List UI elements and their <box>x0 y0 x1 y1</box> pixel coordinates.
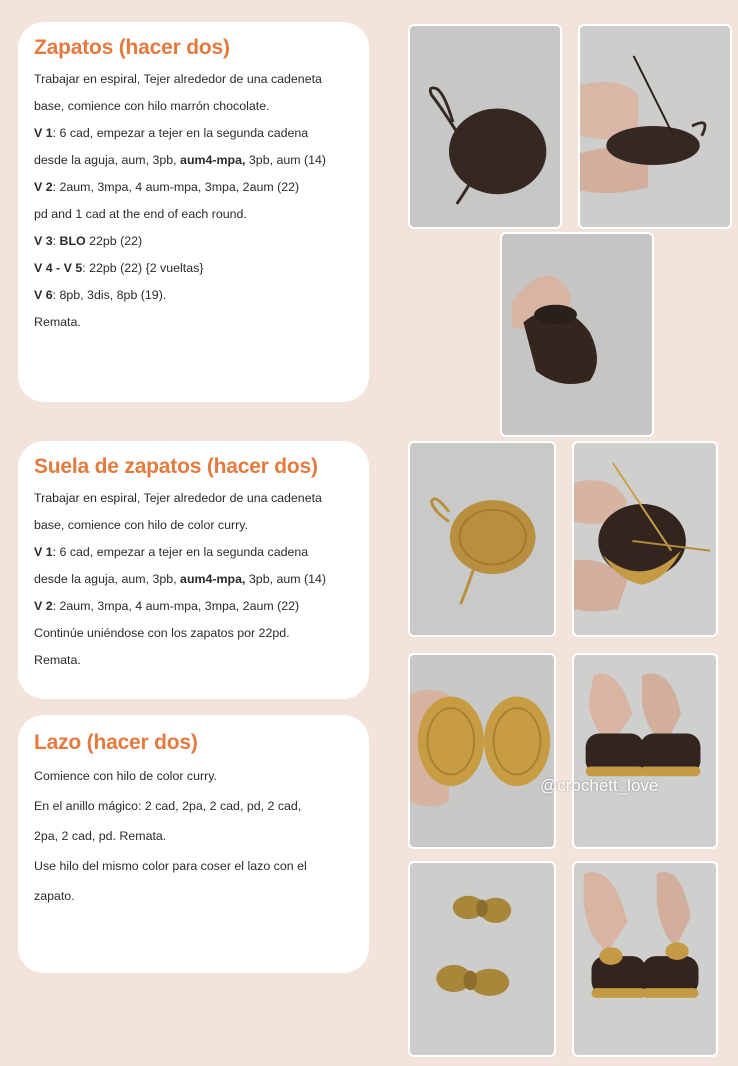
section-title: Zapatos (hacer dos) <box>34 36 230 59</box>
instruction-line <box>34 620 353 647</box>
instruction-line <box>34 120 353 147</box>
instruction-line <box>34 282 353 309</box>
instruction-text: : <box>52 234 60 248</box>
instruction-text: desde la aguja, aum, 3pb, <box>34 153 181 167</box>
instruction-text: : 6 cad, empezar a tejer en la segunda cadena <box>52 126 309 140</box>
instructions <box>34 66 353 336</box>
instruction-line <box>34 93 353 120</box>
card-lazo <box>18 715 369 973</box>
instruction-text: 22pb (22) <box>85 234 143 248</box>
instruction-line <box>34 512 353 539</box>
instruction-line <box>34 761 353 791</box>
instruction-line <box>34 647 353 674</box>
instruction-bold: aum4-mpa, <box>180 153 246 167</box>
instruction-text: : 2aum, 3mpa, 4 aum-mpa, 3mpa, 2aum (22) <box>52 180 300 194</box>
instruction-line <box>34 851 353 881</box>
instruction-text: base, comience con hilo de color curry. <box>34 518 248 532</box>
instruction-bold: V 2 <box>34 180 53 194</box>
instruction-bold: V 1 <box>34 126 53 140</box>
section-title: Lazo (hacer dos) <box>34 731 198 754</box>
photo-brown-shoe-closeup <box>500 232 654 437</box>
instructions <box>34 485 353 674</box>
photo-two-shoes <box>572 653 718 849</box>
photo-joining-sole <box>572 441 718 637</box>
instruction-text: zapato. <box>34 889 75 903</box>
instruction-text: : 22pb (22) {2 vueltas} <box>82 261 204 275</box>
instruction-line <box>34 566 353 593</box>
card-zapatos <box>18 22 369 402</box>
instruction-text: pd and 1 cad at the end of each round. <box>34 207 247 221</box>
instructions <box>34 761 353 911</box>
photo-brown-oval-base <box>408 24 562 229</box>
instruction-line <box>34 255 353 282</box>
card-suela <box>18 441 369 699</box>
watermark-handle: @crochett_love <box>540 776 659 795</box>
instruction-text: Trabajar en espiral, Tejer alrededor de una cadeneta <box>34 491 322 505</box>
instruction-text: Remata. <box>34 653 81 667</box>
instruction-bold: V 3 <box>34 234 53 248</box>
instruction-text: 2pa, 2 cad, pd. Remata. <box>34 829 167 843</box>
photo-two-curry-bows <box>408 861 556 1057</box>
instruction-line <box>34 309 353 336</box>
instruction-text: : 6 cad, empezar a tejer en la segunda cadena <box>52 545 309 559</box>
photo-brown-shoe-in-hand <box>578 24 732 229</box>
instruction-bold: V 1 <box>34 545 53 559</box>
instruction-line <box>34 201 353 228</box>
instruction-text: 3pb, aum (14) <box>245 572 327 586</box>
photo-shoes-with-bows <box>572 861 718 1057</box>
instruction-text: desde la aguja, aum, 3pb, <box>34 572 181 586</box>
instruction-text: Continúe uniéndose con los zapatos por 22pd. <box>34 626 290 640</box>
instruction-text: base, comience con hilo marrón chocolate. <box>34 99 270 113</box>
instruction-line <box>34 174 353 201</box>
instruction-text: Use hilo del mismo color para coser el lazo con el <box>34 859 307 873</box>
instruction-text: Comience con hilo de color curry. <box>34 769 217 783</box>
instruction-text: 3pb, aum (14) <box>245 153 327 167</box>
instruction-line <box>34 228 353 255</box>
instruction-bold: aum4-mpa, <box>180 572 246 586</box>
instruction-line <box>34 881 353 911</box>
section-title: Suela de zapatos (hacer dos) <box>34 455 318 478</box>
instruction-text: En el anillo mágico: 2 cad, 2pa, 2 cad, pd, 2 cad, <box>34 799 302 813</box>
instruction-bold: V 4 - V 5 <box>34 261 83 275</box>
instruction-line <box>34 593 353 620</box>
instruction-bold: BLO <box>59 234 86 248</box>
photo-two-curry-soles <box>408 653 556 849</box>
instruction-line <box>34 821 353 851</box>
instruction-bold: V 6 <box>34 288 53 302</box>
instruction-line <box>34 485 353 512</box>
instruction-bold: V 2 <box>34 599 53 613</box>
photo-curry-oval-sole <box>408 441 556 637</box>
instruction-line <box>34 147 353 174</box>
instruction-line <box>34 66 353 93</box>
instruction-text: : 2aum, 3mpa, 4 aum-mpa, 3mpa, 2aum (22) <box>52 599 300 613</box>
instruction-text: : 8pb, 3dis, 8pb (19). <box>52 288 167 302</box>
instruction-line <box>34 791 353 821</box>
instruction-text: Trabajar en espiral, Tejer alrededor de una cadeneta <box>34 72 322 86</box>
instruction-text: Remata. <box>34 315 81 329</box>
instruction-line <box>34 539 353 566</box>
